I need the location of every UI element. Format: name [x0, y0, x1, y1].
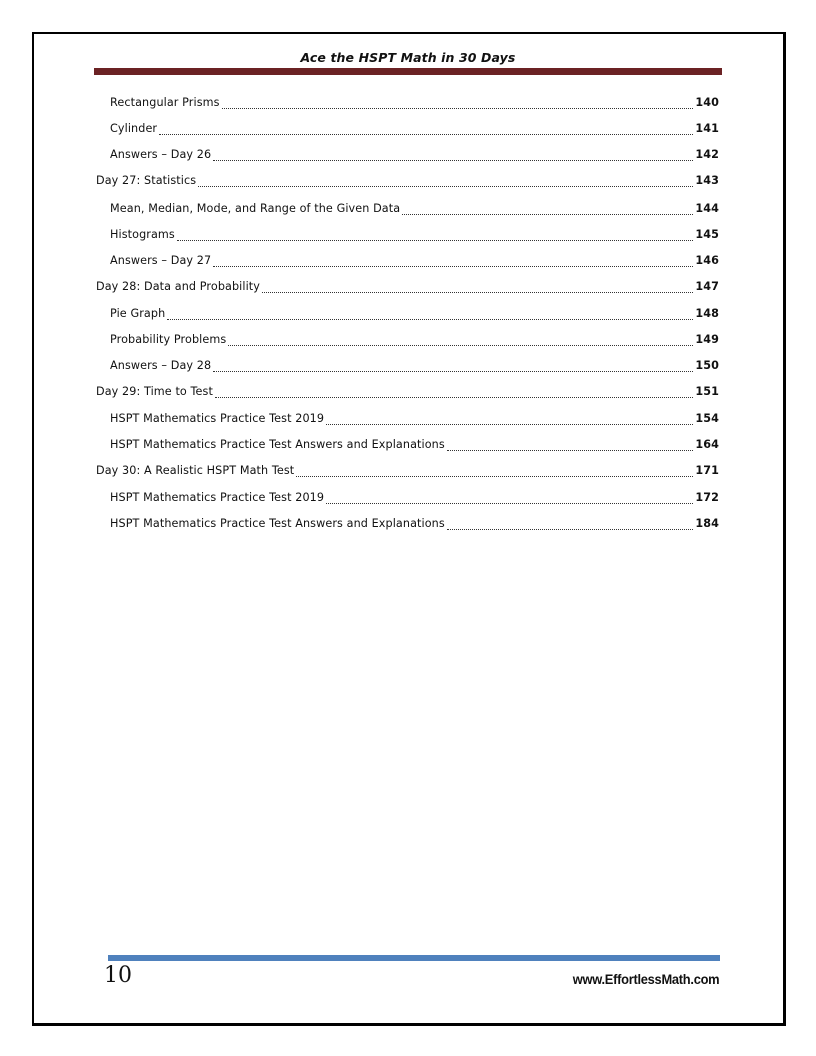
- toc-entry-title: Day 29: Time to Test: [96, 385, 213, 398]
- toc-entry-page: 148: [695, 307, 719, 320]
- dot-leader: [402, 214, 693, 215]
- dot-leader: [167, 319, 693, 320]
- toc-entry-page: 150: [695, 359, 719, 372]
- toc-entry-title: Pie Graph: [110, 307, 166, 320]
- toc-entry-page: 151: [695, 385, 719, 398]
- toc-entry[interactable]: [96, 148, 719, 164]
- toc-entry-title: Mean, Median, Mode, and Range of the Given Data: [110, 202, 401, 215]
- toc-entry-page: 184: [695, 517, 719, 530]
- dot-leader: [296, 476, 693, 477]
- toc-entry-page: 140: [695, 96, 719, 109]
- dot-leader: [447, 450, 694, 451]
- toc-entry-title: Day 30: A Realistic HSPT Math Test: [96, 464, 295, 477]
- toc-entry-page: 141: [695, 122, 719, 135]
- toc-entry[interactable]: [96, 280, 719, 296]
- toc-entry[interactable]: [96, 359, 719, 375]
- toc-entry[interactable]: [96, 412, 719, 428]
- toc-entry-page: 145: [695, 228, 719, 241]
- toc-entry-page: 172: [695, 491, 719, 504]
- toc-entry-title: Histograms: [110, 228, 175, 241]
- dot-leader: [215, 397, 693, 398]
- dot-leader: [177, 240, 693, 241]
- toc-entry-title: Answers – Day 27: [110, 254, 212, 267]
- toc-entry[interactable]: [96, 228, 719, 244]
- header-rule: [94, 68, 722, 75]
- running-header-title: Ace the HSPT Math in 30 Days: [300, 50, 516, 65]
- dot-leader: [222, 108, 694, 109]
- toc-entry[interactable]: [96, 122, 719, 138]
- dot-leader: [213, 266, 693, 267]
- toc-entry-title: Day 27: Statistics: [96, 174, 197, 187]
- toc-entry-title: HSPT Mathematics Practice Test Answers and Explanations: [110, 517, 445, 530]
- toc-entry-page: 147: [695, 280, 719, 293]
- toc-entry-page: 154: [695, 412, 719, 425]
- toc-entry-page: 143: [695, 174, 719, 187]
- footer-website-link[interactable]: www.EffortlessMath.com: [572, 971, 719, 987]
- toc-entry[interactable]: [96, 307, 719, 323]
- dot-leader: [326, 424, 693, 425]
- toc-entry-title: Rectangular Prisms: [110, 96, 220, 109]
- toc-entry-title: HSPT Mathematics Practice Test 2019: [110, 412, 325, 425]
- dot-leader: [326, 503, 693, 504]
- toc-entry-title: Probability Problems: [110, 333, 227, 346]
- toc-entry[interactable]: [96, 254, 719, 270]
- toc-entry-title: HSPT Mathematics Practice Test 2019: [110, 491, 325, 504]
- toc-entry-title: Answers – Day 26: [110, 148, 212, 161]
- toc-entry[interactable]: [96, 174, 719, 190]
- toc-entry[interactable]: [96, 491, 719, 507]
- toc-entry-page: 142: [695, 148, 719, 161]
- page-number: 10: [104, 963, 132, 988]
- toc-entry[interactable]: [96, 333, 719, 349]
- toc-entry-page: 164: [695, 438, 719, 451]
- toc-entry[interactable]: [96, 385, 719, 401]
- footer-rule: [108, 955, 720, 961]
- dot-leader: [262, 292, 693, 293]
- toc-entry[interactable]: [96, 438, 719, 454]
- dot-leader: [213, 160, 693, 161]
- dot-leader: [228, 345, 693, 346]
- dot-leader: [159, 134, 693, 135]
- toc-entry-title: Answers – Day 28: [110, 359, 212, 372]
- dot-leader: [198, 186, 693, 187]
- toc-entry[interactable]: [96, 517, 719, 533]
- toc-entry-page: 149: [695, 333, 719, 346]
- toc-entry-page: 144: [695, 202, 719, 215]
- toc-entry-title: Cylinder: [110, 122, 158, 135]
- toc-entry[interactable]: [96, 96, 719, 112]
- toc-entry-page: 171: [695, 464, 719, 477]
- toc-entry[interactable]: [96, 202, 719, 218]
- dot-leader: [447, 529, 694, 530]
- toc-entry[interactable]: [96, 464, 719, 480]
- toc-entry-title: Day 28: Data and Probability: [96, 280, 261, 293]
- dot-leader: [213, 371, 693, 372]
- toc-entry-title: HSPT Mathematics Practice Test Answers and Explanations: [110, 438, 445, 451]
- toc-entry-page: 146: [695, 254, 719, 267]
